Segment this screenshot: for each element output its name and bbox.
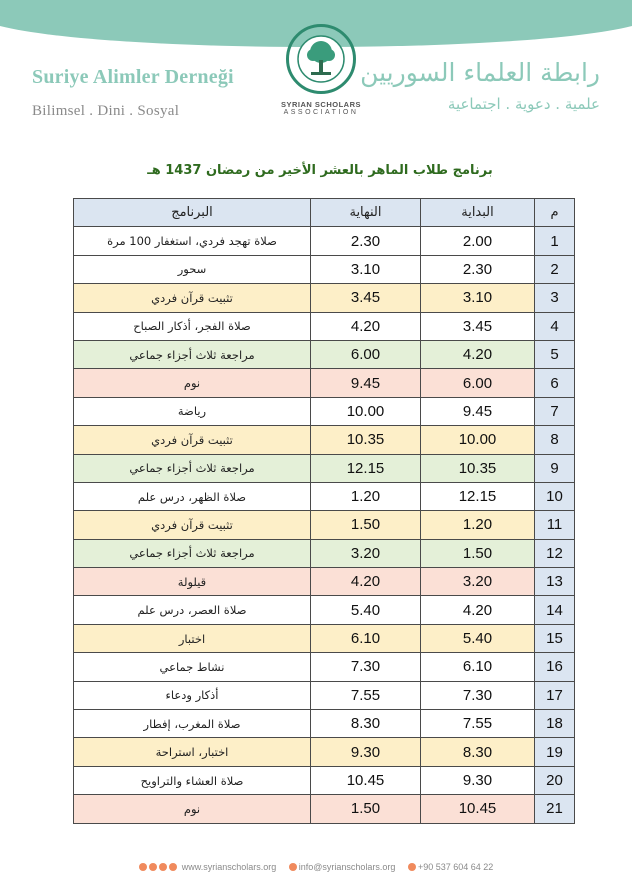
cell-program: صلاة تهجد فردي، استغفار 100 مرة <box>74 227 311 255</box>
org-tagline-ar: علمية . دعوية . اجتماعية <box>447 95 600 113</box>
tree-emblem-icon <box>286 24 356 94</box>
cell-index: 21 <box>535 795 575 823</box>
cell-end: 1.50 <box>311 511 421 539</box>
phone-icon <box>408 863 416 871</box>
cell-end: 4.20 <box>311 312 421 340</box>
cell-program: صلاة الفجر، أذكار الصباح <box>74 312 311 340</box>
footer-phone: +90 537 604 64 22 <box>417 862 494 872</box>
cell-program: صلاة الظهر، درس علم <box>74 482 311 510</box>
cell-index: 11 <box>535 511 575 539</box>
table-header-row <box>74 199 575 227</box>
footer-phone-item <box>408 862 493 872</box>
cell-index: 5 <box>535 340 575 368</box>
cell-end: 9.45 <box>311 369 421 397</box>
cell-index: 4 <box>535 312 575 340</box>
cell-program: تثبيت قرآن فردي <box>74 426 311 454</box>
cell-start: 10.45 <box>421 795 535 823</box>
cell-start: 3.20 <box>421 568 535 596</box>
header-program: البرنامج <box>74 199 311 227</box>
cell-end: 7.55 <box>311 681 421 709</box>
cell-start: 1.50 <box>421 539 535 567</box>
cell-end: 9.30 <box>311 738 421 766</box>
cell-index: 6 <box>535 369 575 397</box>
table-row <box>74 766 575 794</box>
cell-start: 8.30 <box>421 738 535 766</box>
facebook-icon[interactable] <box>139 863 147 871</box>
cell-program: مراجعة ثلاث أجزاء جماعي <box>74 454 311 482</box>
table-row <box>74 653 575 681</box>
cell-program: نوم <box>74 795 311 823</box>
logo-text-en-line1: SYRIAN SCHOLARS <box>280 100 361 109</box>
cell-end: 1.20 <box>311 482 421 510</box>
cell-program: سحور <box>74 255 311 283</box>
table-row <box>74 369 575 397</box>
cell-start: 10.00 <box>421 426 535 454</box>
cell-start: 2.30 <box>421 255 535 283</box>
header-index: م <box>535 199 575 227</box>
cell-program: تثبيت قرآن فردي <box>74 511 311 539</box>
header-start: البداية <box>421 199 535 227</box>
cell-end: 12.15 <box>311 454 421 482</box>
table-row <box>74 227 575 255</box>
cell-start: 4.20 <box>421 596 535 624</box>
org-name-ar: رابطة العلماء السوريين <box>360 58 600 87</box>
cell-end: 10.35 <box>311 426 421 454</box>
cell-start: 6.10 <box>421 653 535 681</box>
brand-left <box>32 66 234 120</box>
email-icon <box>289 863 297 871</box>
cell-program: صلاة العصر، درس علم <box>74 596 311 624</box>
cell-index: 14 <box>535 596 575 624</box>
cell-start: 4.20 <box>421 340 535 368</box>
schedule-body <box>74 227 575 823</box>
cell-program: نشاط جماعي <box>74 653 311 681</box>
cell-end: 5.40 <box>311 596 421 624</box>
table-row <box>74 312 575 340</box>
cell-end: 10.00 <box>311 397 421 425</box>
footer <box>0 862 632 873</box>
org-logo <box>276 24 366 124</box>
cell-start: 3.10 <box>421 284 535 312</box>
cell-program: قيلولة <box>74 568 311 596</box>
youtube-icon[interactable] <box>159 863 167 871</box>
table-row <box>74 681 575 709</box>
cell-end: 2.30 <box>311 227 421 255</box>
cell-index: 10 <box>535 482 575 510</box>
table-row <box>74 340 575 368</box>
cell-program: مراجعة ثلاث أجزاء جماعي <box>74 340 311 368</box>
cell-start: 9.45 <box>421 397 535 425</box>
twitter-icon[interactable] <box>149 863 157 871</box>
cell-index: 16 <box>535 653 575 681</box>
cell-index: 7 <box>535 397 575 425</box>
telegram-icon[interactable] <box>169 863 177 871</box>
table-row <box>74 624 575 652</box>
cell-index: 13 <box>535 568 575 596</box>
cell-start: 7.30 <box>421 681 535 709</box>
cell-start: 7.55 <box>421 710 535 738</box>
cell-program: صلاة المغرب، إفطار <box>74 710 311 738</box>
cell-end: 1.50 <box>311 795 421 823</box>
document-title: برنامج طلاب الماهر بالعشر الأخير من رمضان 1437 هـ <box>147 163 493 178</box>
table-row <box>74 397 575 425</box>
cell-program: نوم <box>74 369 311 397</box>
logo-text-en-line2: ASSOCIATION <box>283 109 359 116</box>
cell-index: 3 <box>535 284 575 312</box>
footer-website[interactable]: www.syrianscholars.org <box>181 862 277 872</box>
cell-start: 6.00 <box>421 369 535 397</box>
cell-end: 3.45 <box>311 284 421 312</box>
cell-end: 3.20 <box>311 539 421 567</box>
cell-start: 10.35 <box>421 454 535 482</box>
cell-index: 20 <box>535 766 575 794</box>
table-row <box>74 511 575 539</box>
table-row <box>74 539 575 567</box>
cell-end: 6.00 <box>311 340 421 368</box>
table-row <box>74 454 575 482</box>
cell-end: 7.30 <box>311 653 421 681</box>
header-end: النهاية <box>311 199 421 227</box>
cell-index: 19 <box>535 738 575 766</box>
cell-index: 17 <box>535 681 575 709</box>
cell-index: 1 <box>535 227 575 255</box>
table-row <box>74 426 575 454</box>
cell-start: 2.00 <box>421 227 535 255</box>
table-row <box>74 568 575 596</box>
cell-index: 12 <box>535 539 575 567</box>
cell-end: 4.20 <box>311 568 421 596</box>
cell-end: 6.10 <box>311 624 421 652</box>
footer-email[interactable]: info@syrianscholars.org <box>298 862 396 872</box>
cell-end: 8.30 <box>311 710 421 738</box>
table-row <box>74 738 575 766</box>
org-name-en: Suriye Alimler Derneği <box>32 66 234 88</box>
cell-index: 8 <box>535 426 575 454</box>
cell-program: صلاة العشاء والتراويح <box>74 766 311 794</box>
table-row <box>74 596 575 624</box>
cell-start: 3.45 <box>421 312 535 340</box>
cell-program: اختبار <box>74 624 311 652</box>
footer-email-item <box>289 862 396 872</box>
cell-index: 9 <box>535 454 575 482</box>
table-row <box>74 284 575 312</box>
cell-start: 5.40 <box>421 624 535 652</box>
cell-start: 9.30 <box>421 766 535 794</box>
cell-start: 1.20 <box>421 511 535 539</box>
cell-program: مراجعة ثلاث أجزاء جماعي <box>74 539 311 567</box>
cell-index: 2 <box>535 255 575 283</box>
social-icons <box>139 862 277 872</box>
cell-start: 12.15 <box>421 482 535 510</box>
table-row <box>74 795 575 823</box>
table-row <box>74 710 575 738</box>
cell-program: اختبار، استراحة <box>74 738 311 766</box>
table-row <box>74 255 575 283</box>
brand-right <box>360 58 600 113</box>
cell-index: 18 <box>535 710 575 738</box>
cell-end: 3.10 <box>311 255 421 283</box>
cell-program: تثبيت قرآن فردي <box>74 284 311 312</box>
cell-program: رياضة <box>74 397 311 425</box>
cell-end: 10.45 <box>311 766 421 794</box>
cell-program: أذكار ودعاء <box>74 681 311 709</box>
cell-index: 15 <box>535 624 575 652</box>
schedule-table <box>73 198 575 824</box>
org-tagline-tr: Bilimsel . Dini . Sosyal <box>32 103 180 119</box>
table-row <box>74 482 575 510</box>
